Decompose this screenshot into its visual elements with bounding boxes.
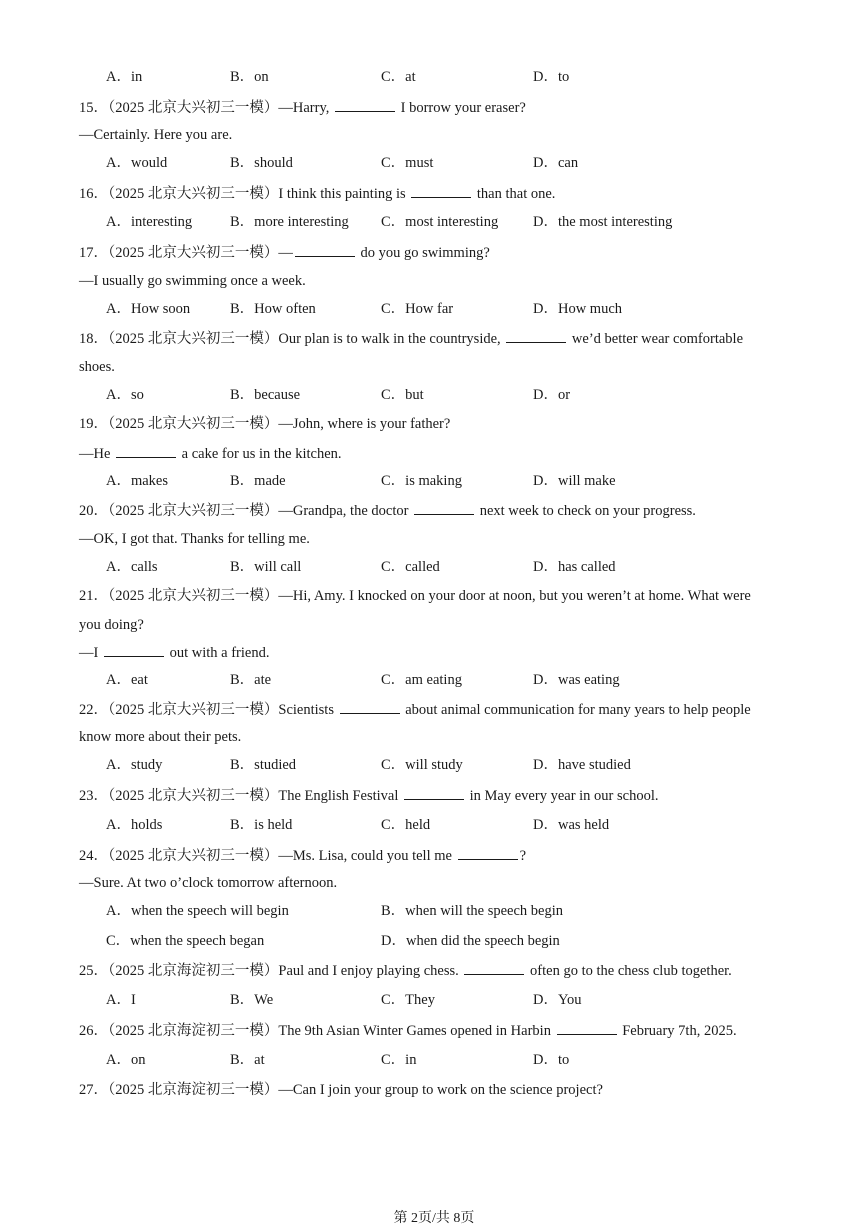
answer-option: B．more interesting: [230, 214, 349, 230]
question-text: —John, where is your father?: [278, 416, 451, 432]
blank-line: [404, 786, 464, 800]
question-text: February 7th, 2025.: [618, 1023, 737, 1039]
answer-option: C．is making: [381, 473, 462, 489]
answer-option: C．when the speech began: [106, 933, 265, 949]
question-text: next week to check on your progress.: [476, 503, 696, 519]
question-number: 16．: [79, 186, 108, 202]
question-text: I think this painting is: [278, 186, 410, 202]
answer-option: D．can: [533, 155, 579, 171]
question-text: The English Festival: [278, 788, 403, 804]
question-number: 15．: [79, 100, 108, 116]
answer-option: D．You: [533, 992, 582, 1008]
question-source: （2025 北京海淀初三一模）: [108, 1023, 279, 1039]
question-number: 21．: [79, 588, 108, 604]
line-text: —I: [79, 645, 102, 661]
question-text: —Hi, Amy. I knocked on your door at noon, but you weren’t at home. What were: [278, 588, 751, 604]
question-number: 27．: [79, 1082, 108, 1098]
answer-option: B．We: [230, 992, 274, 1008]
blank-line: [506, 329, 566, 343]
answer-option: B．at: [230, 1052, 265, 1068]
answer-option: C．must: [381, 155, 434, 171]
answer-option: C．but: [381, 387, 424, 403]
blank-line: [116, 444, 176, 458]
question-number: 17．: [79, 245, 108, 261]
text-line: shoes.: [79, 359, 115, 375]
question-source: （2025 北京大兴初三一模）: [108, 588, 279, 604]
question-text: Paul and I enjoy playing chess.: [278, 963, 463, 979]
question-line: [79, 184, 555, 203]
answer-option: A．How soon: [106, 301, 191, 317]
answer-option: D．or: [533, 387, 571, 403]
question-text: Scientists: [278, 702, 338, 718]
line-text: out with a friend.: [165, 645, 270, 661]
answer-option: D．will make: [533, 473, 616, 489]
line-text: a cake for us in the kitchen.: [178, 446, 342, 462]
answer-option: D．when did the speech begin: [381, 933, 560, 949]
question-number: 23．: [79, 788, 108, 804]
answer-option: D．How much: [533, 301, 623, 317]
question-text: in May every year in our school.: [466, 788, 659, 804]
question-text: ?: [519, 848, 527, 864]
blank-line: [335, 98, 395, 112]
question-source: （2025 北京大兴初三一模）: [108, 331, 279, 347]
answer-option: C．They: [381, 992, 435, 1008]
question-source: （2025 北京大兴初三一模）: [108, 788, 279, 804]
question-source: （2025 北京海淀初三一模）: [108, 1082, 279, 1098]
answer-option: C．How far: [381, 301, 454, 317]
answer-option: C．called: [381, 559, 440, 575]
question-source: （2025 北京大兴初三一模）: [108, 186, 279, 202]
line-text: —He: [79, 446, 115, 462]
answer-option: A．eat: [106, 672, 148, 688]
text-line: —Certainly. Here you are.: [79, 127, 233, 143]
answer-option: B．because: [230, 387, 301, 403]
answer-option: A．study: [106, 757, 163, 773]
text-line: —I usually go swimming once a week.: [79, 273, 306, 289]
answer-option: B．studied: [230, 757, 297, 773]
answer-option: B．is held: [230, 817, 293, 833]
text-line: know more about their pets.: [79, 729, 242, 745]
question-text: than that one.: [473, 186, 556, 202]
blank-line: [464, 961, 524, 975]
question-line: [79, 700, 751, 719]
answer-option: A．I: [106, 992, 136, 1008]
question-line: [79, 415, 450, 433]
answer-option: B．will call: [230, 559, 302, 575]
question-text: do you go swimming?: [356, 245, 490, 261]
answer-option: D．to: [533, 1052, 570, 1068]
question-text: —Can I join your group to work on the science project?: [278, 1082, 603, 1098]
question-text: —Grandpa, the doctor: [278, 503, 413, 519]
answer-option: A．in: [106, 69, 143, 85]
answer-option: B．How often: [230, 301, 316, 317]
question-source: （2025 北京大兴初三一模）: [108, 100, 279, 116]
question-line: [79, 961, 732, 980]
answer-option: D．has called: [533, 559, 616, 575]
question-number: 19．: [79, 416, 108, 432]
answer-option: A．when the speech will begin: [106, 903, 289, 919]
question-text: Our plan is to walk in the countryside,: [278, 331, 505, 347]
question-line: [79, 98, 526, 117]
question-text: —Ms. Lisa, could you tell me: [278, 848, 456, 864]
question-text: —: [278, 245, 293, 261]
question-number: 20．: [79, 503, 108, 519]
answer-option: C．will study: [381, 757, 463, 773]
answer-option: B．should: [230, 155, 293, 171]
answer-option: D．have studied: [533, 757, 631, 773]
answer-option: B．on: [230, 69, 269, 85]
question-number: 22．: [79, 702, 108, 718]
question-number: 24．: [79, 848, 108, 864]
question-number: 26．: [79, 1023, 108, 1039]
answer-option: A．interesting: [106, 214, 193, 230]
question-source: （2025 北京大兴初三一模）: [108, 848, 279, 864]
question-number: 25．: [79, 963, 108, 979]
answer-line: [79, 444, 342, 463]
answer-option: C．held: [381, 817, 431, 833]
answer-option: A．would: [106, 155, 168, 171]
blank-line: [295, 243, 355, 257]
text-line: —Sure. At two o’clock tomorrow afternoon.: [79, 875, 338, 891]
blank-line: [104, 643, 164, 657]
question-text: often go to the chess club together.: [526, 963, 732, 979]
blank-line: [557, 1021, 617, 1035]
question-source: （2025 北京海淀初三一模）: [108, 963, 279, 979]
question-source: （2025 北京大兴初三一模）: [108, 416, 279, 432]
answer-option: B．made: [230, 473, 286, 489]
answer-option: C．am eating: [381, 672, 462, 688]
answer-option: A．holds: [106, 817, 163, 833]
answer-option: A．so: [106, 387, 144, 403]
question-text: —Harry,: [278, 100, 333, 116]
answer-option: D．the most interesting: [533, 214, 673, 230]
blank-line: [414, 501, 474, 515]
question-line: [79, 243, 490, 262]
answer-option: C．most interesting: [381, 214, 499, 230]
blank-line: [458, 846, 518, 860]
question-line: [79, 587, 751, 605]
question-text: about animal communication for many years to help people: [401, 702, 751, 718]
question-line: [79, 1021, 737, 1040]
answer-line: [79, 643, 269, 662]
answer-option: A．makes: [106, 473, 169, 489]
question-line: [79, 846, 526, 865]
answer-option: C．at: [381, 69, 416, 85]
answer-option: B．when will the speech begin: [381, 903, 564, 919]
text-line: you doing?: [79, 617, 144, 633]
question-line: [79, 1081, 603, 1099]
answer-option: A．on: [106, 1052, 146, 1068]
answer-option: C．in: [381, 1052, 417, 1068]
answer-option: D．to: [533, 69, 570, 85]
question-text: I borrow your eraser?: [397, 100, 526, 116]
text-line: —OK, I got that. Thanks for telling me.: [79, 531, 310, 547]
question-source: （2025 北京大兴初三一模）: [108, 245, 279, 261]
question-line: [79, 329, 743, 348]
question-text: we’d better wear comfortable: [568, 331, 744, 347]
question-number: 18．: [79, 331, 108, 347]
question-line: [79, 786, 659, 805]
question-source: （2025 北京大兴初三一模）: [108, 503, 279, 519]
answer-option: D．was held: [533, 817, 610, 833]
answer-option: D．was eating: [533, 672, 620, 688]
blank-line: [411, 184, 471, 198]
question-source: （2025 北京大兴初三一模）: [108, 702, 279, 718]
blank-line: [340, 700, 400, 714]
question-text: The 9th Asian Winter Games opened in Harbin: [278, 1023, 555, 1039]
question-line: [79, 501, 696, 520]
answer-option: B．ate: [230, 672, 272, 688]
page-footer: 第 2页/共 8页: [393, 1211, 475, 1226]
answer-option: A．calls: [106, 559, 158, 575]
